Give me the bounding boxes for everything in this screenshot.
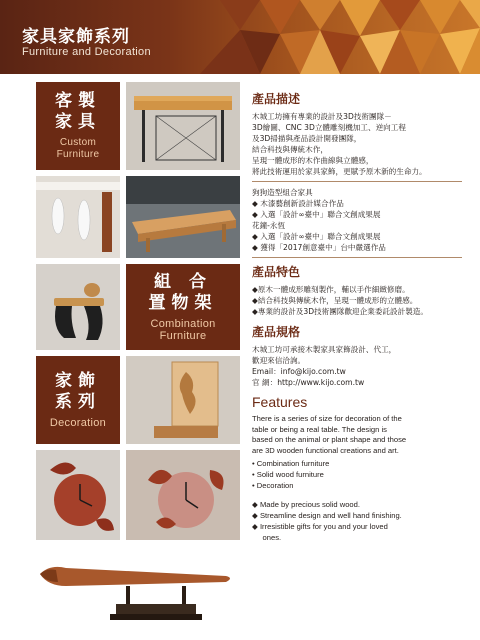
specs-body: [252, 344, 462, 388]
carved-brush-image: [36, 546, 240, 630]
english-paragraph-line: are 3D wooden functional creations and art.: [252, 445, 399, 455]
description-title: 產品描述: [252, 92, 301, 106]
english-bullet-item: ◆ Made by precious solid wood.: [252, 500, 360, 509]
english-bullet-list: [252, 499, 462, 543]
category-title-line1: 客製: [55, 91, 101, 111]
carved-legs-image: [36, 176, 120, 258]
category-title-line1: 家飾: [55, 371, 101, 391]
photo-flower-clock-1: [36, 450, 120, 540]
english-paragraph: [252, 414, 462, 456]
description-line: 及3D掃描與產品設計開發團隊，: [252, 134, 362, 143]
section-divider: [252, 181, 462, 182]
section-divider: [252, 257, 462, 258]
photo-wood-table: [126, 82, 240, 170]
category-combination-shelf: [126, 264, 240, 350]
description-body: [252, 111, 462, 177]
feature-item: ◆原木一體成形雕刻製作，輔以手作細緻修磨。: [252, 285, 410, 294]
english-paragraph-line: based on the animal or plant shape and those: [252, 435, 407, 444]
specs-title: 產品規格: [252, 325, 301, 339]
description-line: 木城工坊擁有專業的設計及3D技術團隊－: [252, 112, 392, 121]
flower-clock-image-1: [36, 450, 120, 540]
carved-panel-image: [126, 356, 240, 444]
photo-carved-brush: [36, 546, 240, 630]
dog-furniture-image: [36, 264, 120, 350]
feature-item: ◆專業的設計及3D技術團隊歡迎企業委託設計製造。: [252, 307, 428, 316]
works-list: [252, 187, 462, 253]
specs-line: 歡迎來信洽詢。: [252, 356, 306, 365]
work-heading: 花鐘-永恆: [252, 221, 286, 230]
description-line: 3D繪圖、CNC 3D立體雕刻機加工、逆向工程: [252, 123, 406, 132]
english-paragraph-line: table or being a real table. The design is: [252, 424, 387, 434]
wood-bench-image: [126, 176, 240, 258]
category-decoration: [36, 356, 120, 444]
category-en-line1: Combination: [150, 318, 216, 330]
page-subtitle: Furniture and Decoration: [22, 46, 151, 58]
category-en-line1: Custom: [59, 137, 97, 148]
work-item: ◆ 木漆藝創新設計媒合作品: [252, 199, 344, 208]
photo-wood-bench: [126, 176, 240, 258]
photo-dog-furniture: [36, 264, 120, 350]
category-en-line2: Furniture: [56, 149, 100, 160]
feature-item: ◆結合科技與傳統木作，呈現一體成形的立體感。: [252, 296, 418, 305]
category-title-line2: 家具: [55, 112, 101, 132]
photo-carved-legs: [36, 176, 120, 258]
english-bullet-item: ◆ Irresistible gifts for you and your loved: [252, 522, 388, 531]
category-en-line1: Decoration: [49, 417, 107, 429]
category-title-line2: 置物架: [148, 293, 218, 313]
description-line: 將此技術運用於家具家飾，更賦予原木新的生命力。: [252, 167, 427, 176]
english-category-list: [252, 458, 462, 491]
category-en-line2: Furniture: [159, 330, 207, 342]
description-line: 呈現一體成形的木作曲線與立體感，: [252, 156, 374, 165]
features-list: [252, 284, 462, 317]
flower-clock-image-2: [126, 450, 240, 540]
english-bullet-item: ◆ Streamline design and well hand finishing.: [252, 511, 402, 520]
page-title: 家具家飾系列: [22, 27, 130, 47]
wood-table-image: [126, 82, 240, 170]
english-category-item: • Decoration: [252, 481, 294, 490]
category-title-line2: 系列: [55, 392, 101, 412]
work-item: ◆ 入選「設計∞臺中」聯合文創成果展: [252, 210, 381, 219]
english-category-item: • Solid wood furniture: [252, 470, 324, 479]
english-category-item: • Combination furniture: [252, 459, 330, 468]
english-bullet-item: ones.: [252, 533, 282, 542]
work-heading: 狗狗造型組合家具: [252, 188, 313, 197]
contact-email[interactable]: Email：info@kijo.com.tw: [252, 367, 346, 376]
photo-flower-clock-2: [126, 450, 240, 540]
page-header: [0, 0, 480, 74]
product-info-column: [252, 90, 462, 543]
work-item: ◆ 獲得「2017創意臺中」台中嚴選作品: [252, 243, 386, 252]
category-title-line1: 組 合: [154, 272, 212, 292]
english-features-title: Features: [252, 394, 308, 410]
category-custom-furniture: [36, 82, 120, 170]
english-paragraph-line: There is a series of size for decoration of the: [252, 414, 402, 423]
description-line: 結合科技與傳統木作，: [252, 145, 328, 154]
features-title: 產品特色: [252, 265, 301, 279]
photo-carved-panel: [126, 356, 240, 444]
specs-line: 木城工坊可承接木製家具家飾設計、代工，: [252, 345, 397, 354]
contact-website[interactable]: 官 網：http://www.kijo.com.tw: [252, 378, 365, 387]
work-item: ◆ 入選「設計∞臺中」聯合文創成果展: [252, 232, 381, 241]
